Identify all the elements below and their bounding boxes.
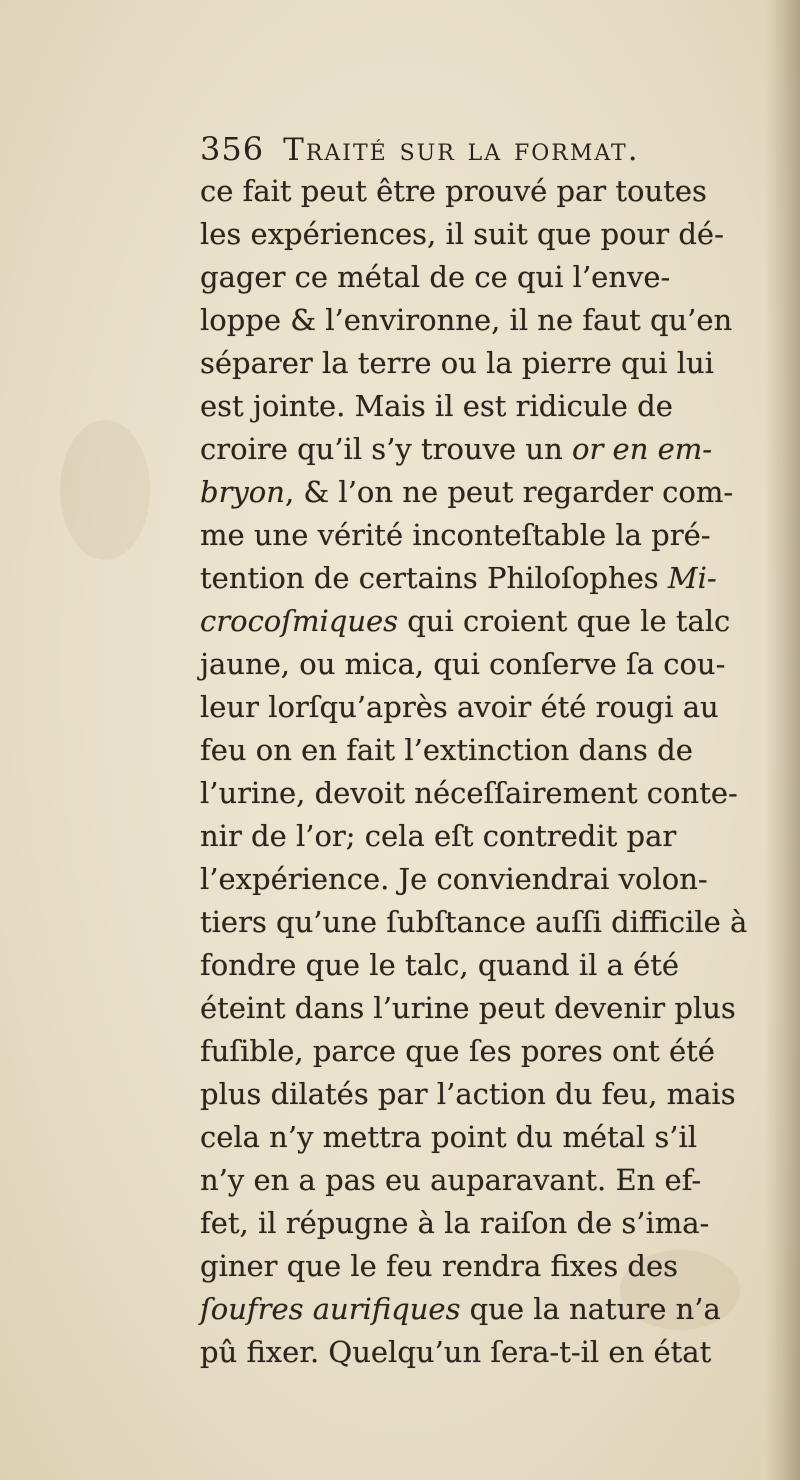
text-segment: est jointe. Mais il est ridicule de — [200, 389, 673, 423]
text-line — [200, 256, 800, 299]
text-line — [200, 1331, 800, 1374]
text-segment: que la nature n’a — [460, 1292, 721, 1326]
text-segment: l’urine, devoit néceſſairement conte- — [200, 776, 738, 810]
text-line — [200, 1116, 800, 1159]
text-line — [200, 901, 800, 944]
text-segment: plus dilatés par l’action du feu, mais — [200, 1077, 736, 1111]
text-line — [200, 815, 800, 858]
text-line — [200, 1073, 800, 1116]
text-line — [200, 471, 800, 514]
text-segment: loppe & l’environne, il ne faut qu’en — [200, 303, 733, 337]
text-line — [200, 1159, 800, 1202]
text-segment: l’expérience. Je conviendrai volon- — [200, 862, 708, 896]
text-line — [200, 944, 800, 987]
text-segment: fet, il répugne à la raiſon de s’ima- — [200, 1206, 710, 1240]
italic-text: or en em- — [572, 432, 713, 466]
text-segment: , & l’on ne peut regarder com- — [284, 475, 734, 509]
text-line — [200, 686, 800, 729]
text-line — [200, 1202, 800, 1245]
text-line — [200, 600, 800, 643]
text-line — [200, 729, 800, 772]
text-line — [200, 342, 800, 385]
text-segment: ce fait peut être prouvé par toutes — [200, 174, 707, 208]
text-line — [200, 772, 800, 815]
text-segment: feu on en fait l’extinction dans de — [200, 733, 693, 767]
text-segment: tiers qu’une ſubſtance auſſi difficile à — [200, 905, 748, 939]
text-line — [200, 514, 800, 557]
text-line — [200, 1288, 800, 1331]
italic-text: ſoufres aurifiques — [200, 1292, 461, 1326]
text-segment: nir de l’or; cela eſt contredit par — [200, 819, 677, 853]
text-line — [200, 987, 800, 1030]
text-line — [200, 557, 800, 600]
italic-text: Mi- — [667, 561, 717, 595]
text-segment: éteint dans l’urine peut devenir plus — [200, 991, 736, 1025]
text-segment: giner que le feu rendra fixes des — [200, 1249, 679, 1283]
text-segment: croire qu’il s’y trouve un — [200, 432, 573, 466]
text-line — [200, 299, 800, 342]
text-segment: n’y en a pas eu auparavant. En ef- — [200, 1163, 702, 1197]
text-segment: les expériences, il suit que pour dé- — [200, 217, 724, 251]
text-line — [200, 385, 800, 428]
page-number: 356 — [200, 130, 265, 168]
text-segment: séparer la terre ou la pierre qui lui — [200, 346, 714, 380]
text-segment: jaune, ou mica, qui conſerve ſa cou- — [200, 647, 726, 681]
text-segment: gager ce métal de ce qui l’enve- — [200, 260, 671, 294]
text-line — [200, 428, 800, 471]
text-segment: pû fixer. Quelqu’un ſera-t-il en état — [200, 1335, 712, 1369]
italic-text: crocoſmiques — [200, 604, 399, 638]
text-segment: tention de certains Philoſophes — [200, 561, 668, 595]
paper-stain — [60, 420, 150, 560]
text-line — [200, 213, 800, 256]
body-text — [200, 170, 800, 1374]
text-line — [200, 1030, 800, 1073]
running-title: Traité sur la format. — [283, 132, 640, 168]
text-line — [200, 858, 800, 901]
text-segment: leur lorſqu’après avoir été rougi au — [200, 690, 719, 724]
text-line — [200, 1245, 800, 1288]
italic-text: bryon — [200, 475, 285, 509]
text-segment: qui croient que le talc — [398, 604, 731, 638]
text-segment: fuſible, parce que ſes pores ont été — [200, 1034, 715, 1068]
text-segment: fondre que le talc, quand il a été — [200, 948, 680, 982]
text-segment: me une vérité inconteſtable la pré- — [200, 518, 711, 552]
text-line — [200, 643, 800, 686]
text-line — [200, 170, 800, 213]
text-segment: cela n’y mettra point du métal s’il — [200, 1120, 698, 1154]
